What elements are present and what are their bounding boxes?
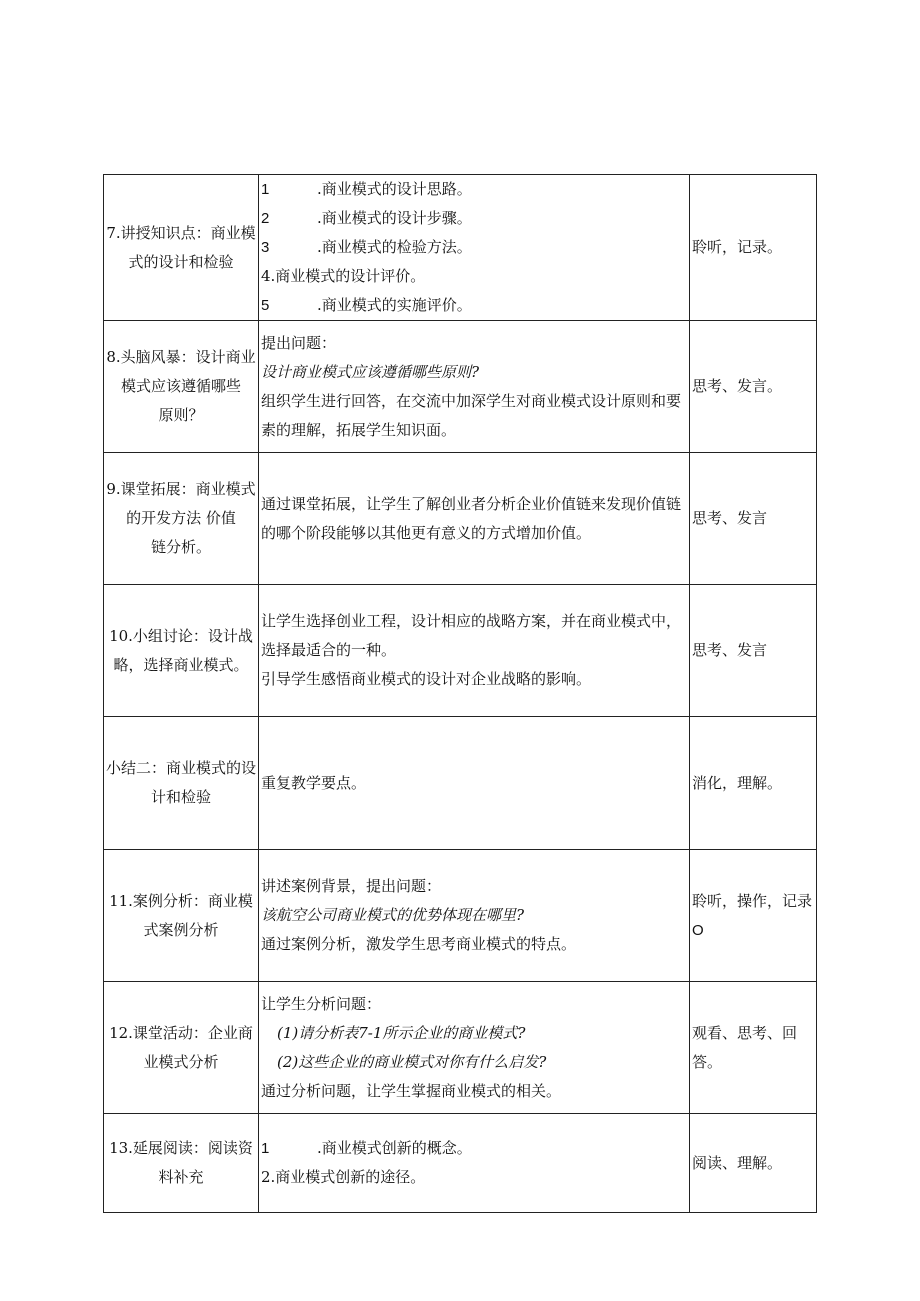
question-line: (1)请分析表7-1所示企业的商业模式? xyxy=(277,1023,526,1042)
item-text: 4.商业模式的设计评价。 xyxy=(261,267,426,285)
topic-line: 小结二：商业模式的设 xyxy=(106,759,257,777)
content-line: 素的理解，拓展学生知识面。 xyxy=(261,420,457,439)
content-cell xyxy=(259,175,690,321)
topic-line: 式案例分析 xyxy=(143,920,219,939)
content-cell xyxy=(259,982,690,1114)
topic-line: 模式应该遵循哪些 xyxy=(120,377,241,395)
content-line: 通过课堂拓展，让学生了解创业者分析企业价值链来发现价值链 xyxy=(261,494,682,513)
student-line: 答。 xyxy=(692,1052,723,1071)
list-item xyxy=(261,291,687,320)
topic-cell xyxy=(104,453,259,585)
list-item xyxy=(261,175,687,204)
content-line: 让学生选择创业工程，设计相应的战略方案，并在商业模式中， xyxy=(261,612,682,630)
student-activity-cell: 思考、发言 xyxy=(690,585,817,717)
student-activity-cell: 思考、发言。 xyxy=(690,321,817,453)
question-line: (2)这些企业的商业模式对你有什么启发? xyxy=(277,1052,547,1071)
topic-cell xyxy=(104,321,259,453)
topic-line: 10.小组讨论：设计战 xyxy=(109,626,253,645)
student-activity-cell: 阅读、理解。 xyxy=(690,1114,817,1213)
content-line: 让学生分析问题： xyxy=(261,994,382,1013)
list-item xyxy=(261,204,687,233)
item-text: .商业模式创新的概念。 xyxy=(317,1139,472,1157)
list-item xyxy=(261,1163,687,1192)
lesson-plan-table xyxy=(103,174,817,1213)
content-cell xyxy=(259,717,690,850)
topic-line: 11.案例分析：商业模 xyxy=(109,891,253,910)
content-cell xyxy=(259,850,690,982)
topic-cell xyxy=(104,1114,259,1213)
item-text: .商业模式的设计步骤。 xyxy=(317,209,472,227)
student-activity-cell xyxy=(690,982,817,1114)
item-number: 5 xyxy=(261,297,270,314)
student-line: 聆听，操作，记录 xyxy=(692,891,813,910)
content-line: 的哪个阶段能够以其他更有意义的方式增加价值。 xyxy=(261,523,592,542)
topic-cell xyxy=(104,850,259,982)
table-row xyxy=(104,175,817,321)
item-number: 2 xyxy=(261,210,270,227)
content-line: 组织学生进行回答，在交流中加深学生对商业模式设计原则和要 xyxy=(261,391,682,410)
topic-line: 原则？ xyxy=(158,406,204,424)
table-row xyxy=(104,850,817,982)
question-line: 该航空公司商业模式的优势体现在哪里? xyxy=(261,906,525,924)
topic-line: 业模式分析 xyxy=(143,1052,219,1071)
item-number: 1 xyxy=(261,1140,270,1157)
item-text: .商业模式的实施评价。 xyxy=(317,296,472,314)
list-item xyxy=(261,262,687,291)
topic-line: 略，选择商业模式。 xyxy=(113,655,249,674)
content-line: 选择最适合的一种。 xyxy=(261,641,397,659)
student-line: 观看、思考、回 xyxy=(692,1023,798,1042)
topic-line: 计和检验 xyxy=(150,788,211,806)
content-cell xyxy=(259,453,690,585)
table-row xyxy=(104,1114,817,1213)
content-cell xyxy=(259,1114,690,1213)
item-text: .商业模式的检验方法。 xyxy=(317,238,472,256)
student-activity-cell: 消化，理解。 xyxy=(690,717,817,850)
topic-cell xyxy=(104,982,259,1114)
content-line: 通过案例分析，激发学生思考商业模式的特点。 xyxy=(261,935,577,953)
content-line: 引导学生感悟商业模式的设计对企业战略的影响。 xyxy=(261,670,592,688)
student-line: O xyxy=(692,921,704,939)
topic-line: 7.讲授知识点：商业模 xyxy=(106,223,256,242)
question-line: 设计商业模式应该遵循哪些原则? xyxy=(261,362,480,381)
table-row xyxy=(104,321,817,453)
table-row xyxy=(104,717,817,850)
content-cell xyxy=(259,321,690,453)
topic-line: 12.课堂活动：企业商 xyxy=(109,1023,253,1042)
topic-cell xyxy=(104,717,259,850)
table-row xyxy=(104,982,817,1114)
student-activity-cell xyxy=(690,850,817,982)
student-activity-cell: 聆听，记录。 xyxy=(690,175,817,321)
content-line: 重复教学要点。 xyxy=(261,773,367,792)
table-row xyxy=(104,453,817,585)
content-line: 提出问题： xyxy=(261,333,337,352)
topic-line: 式的设计和检验 xyxy=(128,252,234,271)
topic-line: 9.课堂拓展：商业模式 xyxy=(106,480,256,498)
topic-line: 链分析。 xyxy=(150,538,211,556)
content-line: 通过分析问题，让学生掌握商业模式的相关。 xyxy=(261,1081,562,1100)
topic-line: 的开发方法 价值 xyxy=(126,509,236,527)
topic-line: 13.延展阅读：阅读资 xyxy=(109,1139,253,1157)
list-item xyxy=(261,1134,687,1163)
topic-line: 料补充 xyxy=(158,1168,204,1186)
topic-cell xyxy=(104,175,259,321)
item-number: 1 xyxy=(261,181,270,198)
student-activity-cell: 思考、发言 xyxy=(690,453,817,585)
list-item xyxy=(261,233,687,262)
topic-cell xyxy=(104,585,259,717)
table-row xyxy=(104,585,817,717)
item-text: .商业模式的设计思路。 xyxy=(317,180,472,198)
content-line: 讲述案例背景，提出问题： xyxy=(261,877,442,895)
content-cell xyxy=(259,585,690,717)
topic-line: 8.头脑风暴：设计商业 xyxy=(106,348,256,366)
item-number: 3 xyxy=(261,239,270,256)
item-text: 2.商业模式创新的途径。 xyxy=(261,1168,426,1186)
